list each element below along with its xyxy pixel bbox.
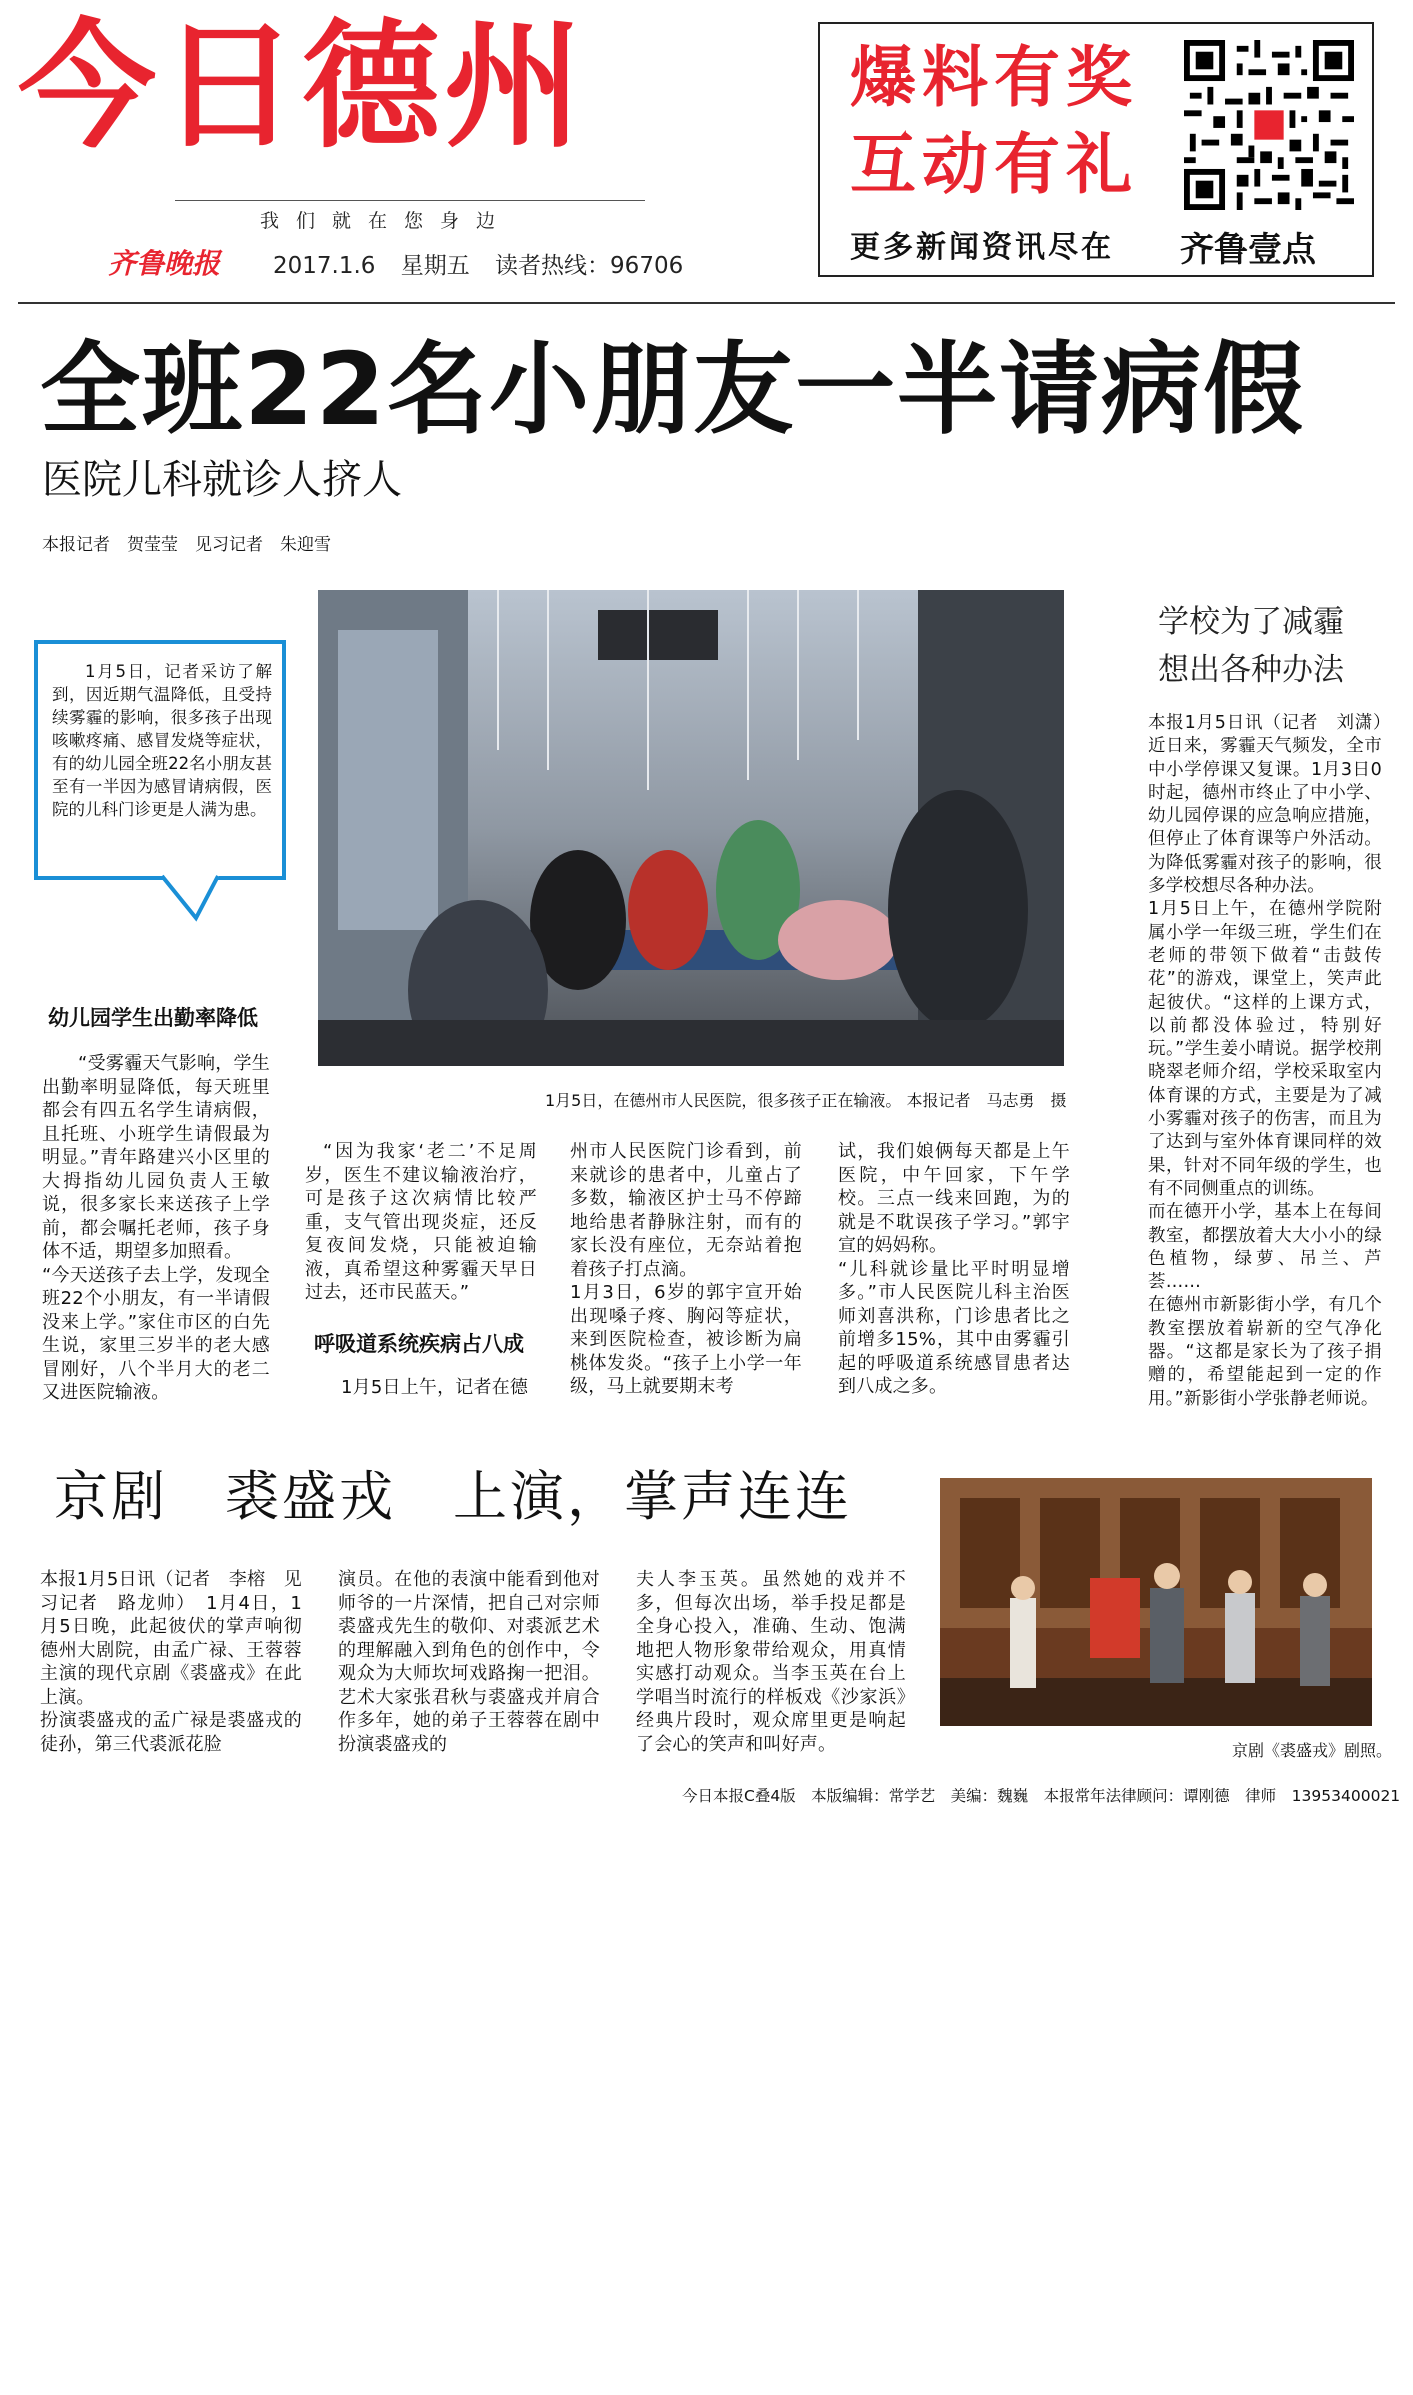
story2-column-3: 夫人李玉英。虽然她的戏并不多，但每次出场，举手投足都是全身心投入，准确、生动、饱满地把人物形象带给观众，用真情实感打动观众。当李玉英在台上学唱当时流行的样板戏《沙家浜》经典片段时，观众席里更是响起了会心的笑声和叫好声。 bbox=[636, 1569, 906, 1755]
masthead-title: 今日德州 bbox=[18, 6, 587, 167]
promo-line-2: 互动有礼 bbox=[850, 126, 1138, 203]
promo-brand-text: 齐鲁壹点 bbox=[1180, 230, 1316, 270]
newspaper-brand: 齐鲁晚报 bbox=[108, 247, 221, 280]
dateline bbox=[273, 247, 701, 280]
story2-column-2: 演员。在他的表演中能看到他对师爷的一片深情，把自己对宗师裘盛戎先生的敬仰、对裘派艺术的理解融入到角色的创作中，令观众为大师坎坷戏路掬一把泪。艺术大家张君秋与裘盛戎并肩合作多年，她的弟子王蓉蓉在剧中扮演裘盛戎的 bbox=[338, 1569, 600, 1755]
promo-subtitle: 更多新闻资讯尽在 bbox=[850, 230, 1114, 265]
promo-line-1: 爆料有奖 bbox=[850, 39, 1138, 116]
story2-column-1: 本报1月5日讯（记者 李榕 见习记者 路龙帅） 1月4日，1月5日晚，此起彼伏的掌声响彻德州大剧院，由孟广禄、王蓉蓉主演的现代京剧《裘盛戎》在此上演。 扮演裘盛戎的孟广禄是裘盛戎的徒孙，第三代裘派花脸 bbox=[40, 1569, 302, 1755]
slogan-divider bbox=[175, 200, 645, 201]
page-footer: 今日本报C叠4版 本版编辑：常学艺 美编：魏巍 本报常年法律顾问：谭刚德 律师 13953400021 bbox=[682, 1787, 1401, 1805]
photo1-caption: 1月5日，在德州市人民医院，很多孩子正在输液。 本报记者 马志勇 摄 bbox=[545, 1091, 1067, 1110]
qr-code-icon[interactable] bbox=[1184, 40, 1354, 210]
story2-headline: 京剧 裘盛戎 上演，掌声连连 bbox=[54, 1465, 852, 1528]
story1-column-1: “受雾霾天气影响，学生出勤率明显降低，每天班里都会有四五名学生请病假，且托班、小班学生请假最为明显。”青年路建兴小区里的大拇指幼儿园负责人王敏说，很多家长来送孩子上学前，都会嘱托老师，孩子身体不适，期望多加照看。 “今天送孩子去上学，发现全班22个小朋友，有一半请假没来上学。”家住市区的白先生说，家里三岁半的老大感冒刚好，八个半月大的老二又进医院输液。 bbox=[42, 1053, 270, 1403]
story1-column-3: 州市人民医院门诊看到，前来就诊的患者中，儿童占了多数，输液区护士马不停蹄地给患者静脉注射，而有的家长没有座位，无奈站着抱着孩子打点滴。 1月3日，6岁的郭宇宣开始出现嗓子疼、胸闷等症状，来到医院检查，被诊断为扁桃体发炎。“孩子上小学一年级，马上就要期末考 bbox=[570, 1141, 802, 1397]
masthead-slogan: 我们就在您身边 bbox=[260, 210, 513, 232]
story1-column-4: 试，我们娘俩每天都是上午医院，中午回家，下午学校。三点一线来回跑，为的就是不耽误孩子学习。”郭宇宣的妈妈称。 “儿科就诊量比平时明显增多。”市人民医院儿科主治医师刘喜洪称，门诊患者比之前增多15%，其中由雾霾引起的呼吸道系统感冒患者达到八成之多。 bbox=[838, 1141, 1070, 1397]
sidebar-title bbox=[1158, 598, 1344, 694]
sidebar-title-line-1: 学校为了减霾 bbox=[1158, 604, 1344, 640]
issue-weekday: 星期五 bbox=[400, 253, 470, 279]
hospital-infusion-photo bbox=[318, 590, 1064, 1066]
story1-column-2-tail: 1月5日上午，记者在德 bbox=[341, 1377, 529, 1398]
sidebar-title-line-2: 想出各种办法 bbox=[1158, 652, 1344, 688]
story1-column-2: “因为我家‘老二’不足周岁，医生不建议输液治疗，可是孩子这次病情比较严重，支气管出现炎症，还反复夜间发烧，只能被迫输液，真希望这种雾霾天早日过去，还市民蓝天。” bbox=[305, 1141, 537, 1303]
section-head-attendance: 幼儿园学生出勤率降低 bbox=[48, 1006, 258, 1030]
summary-callout-text: 1月5日，记者采访了解到，因近期气温降低，且受持续雾霾的影响，很多孩子出现咳嗽疼痛、感冒发烧等症状，有的幼儿园全班22名小朋友甚至有一半因为感冒请病假，医院的儿科门诊更是人满为患。 bbox=[52, 662, 272, 819]
photo2-caption: 京剧《裘盛戎》剧照。 bbox=[1232, 1741, 1393, 1760]
issue-date: 2017.1.6 bbox=[273, 253, 376, 279]
promo-brand bbox=[1180, 222, 1316, 271]
speech-bubble-tail-icon bbox=[160, 874, 230, 922]
sidebar-article: 本报1月5日讯（记者 刘潇） 近日来，雾霾天气频发，全市中小学停课又复课。1月3日0时起，德州市终止了中小学、幼儿园停课的应急响应措施，但停止了体育课等户外活动。为降低雾霾对孩子的影响，很多学校想尽各种办法。 1月5日上午，在德州学院附属小学一年级三班，学生们在老师的带领下做着“击鼓传花”的游戏，课堂上，笑声此起彼伏。“这样的上课方式，以前都没体验过，特别好玩。”学生姜小晴说。据学校荆晓翠老师介绍，学校采取室内体育课的方式，主要是为了减小雾霾对孩子的伤害，而且为了达到与室外体育课同样的效果，针对不同年级的学生，也有不同侧重点的训练。 而在德开小学，基本上在每间教室，都摆放着大大小小的绿色植物，绿萝、吊兰、芦荟…… 在德州市新影街小学，有几个教室摆放着崭新的空气净化器。“这都是家长为了孩子捐赠的，希望能起到一定的作用。”新影街小学张静老师说。 bbox=[1148, 713, 1382, 1409]
peking-opera-stage-photo bbox=[940, 1478, 1372, 1726]
story1-subhead: 医院儿科就诊人挤人 bbox=[42, 457, 402, 503]
story1-byline: 本报记者 贺莹莹 见习记者 朱迎雪 bbox=[42, 535, 331, 555]
masthead-rule bbox=[18, 302, 1395, 304]
reader-hotline: 读者热线：96706 bbox=[495, 253, 684, 279]
section-head-respiratory: 呼吸道系统疾病占八成 bbox=[314, 1332, 524, 1356]
story1-headline: 全班22名小朋友一半请病假 bbox=[40, 331, 1306, 448]
